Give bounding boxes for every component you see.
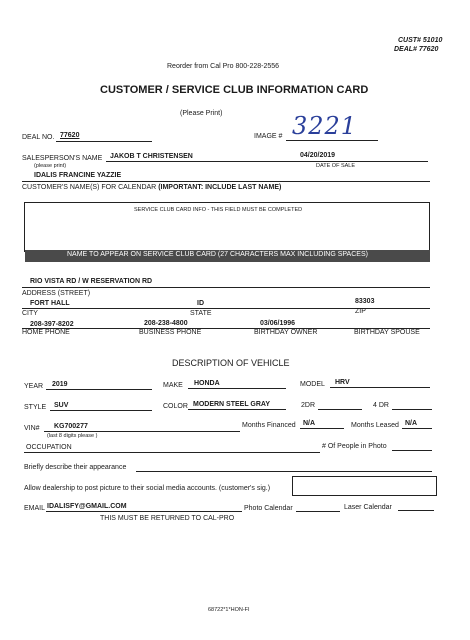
months-leased-line bbox=[402, 428, 432, 429]
zip-label: ZIP bbox=[355, 308, 366, 315]
months-financed-line bbox=[300, 428, 344, 429]
service-club-banner-text: NAME TO APPEAR ON SERVICE CLUB CARD (27 CHARACTERS MAX INCLUDING SPACES) bbox=[67, 251, 368, 258]
style-label: STYLE bbox=[24, 404, 47, 411]
street-label: ADDRESS (STREET) bbox=[22, 290, 91, 297]
make-value: HONDA bbox=[194, 380, 220, 387]
two-door-line bbox=[318, 409, 362, 410]
business-phone-label: BUSINESS PHONE bbox=[139, 329, 202, 336]
year-label: YEAR bbox=[24, 383, 44, 390]
two-door-label: 2DR bbox=[301, 402, 316, 409]
color-label: COLOR bbox=[163, 403, 188, 410]
vin-note: (last 8 digits please ) bbox=[47, 433, 98, 439]
months-leased-label: Months Leased bbox=[351, 422, 399, 429]
salesperson-label: SALESPERSON'S NAME bbox=[22, 155, 103, 162]
style-value: SUV bbox=[54, 402, 69, 409]
laser-calendar-label: Laser Calendar bbox=[344, 504, 392, 511]
city-label: CITY bbox=[22, 310, 38, 317]
make-line bbox=[188, 388, 286, 389]
date-of-sale-value: 04/20/2019 bbox=[300, 152, 336, 159]
model-label: MODEL bbox=[300, 381, 325, 388]
deal-no-line bbox=[56, 141, 152, 142]
date-of-sale-label: DATE OF SALE bbox=[316, 163, 356, 169]
people-in-photo-label: # Of People in Photo bbox=[322, 443, 387, 450]
birthday-owner-value: 03/06/1996 bbox=[260, 320, 296, 327]
street-line bbox=[22, 287, 430, 288]
year-value: 2019 bbox=[52, 381, 68, 388]
zip-value: 83303 bbox=[355, 298, 375, 305]
customer-name-line bbox=[22, 181, 430, 182]
email-value: IDALISFY@GMAIL.COM bbox=[47, 503, 127, 510]
vin-value: KG700277 bbox=[54, 423, 88, 430]
vin-line bbox=[44, 431, 240, 432]
four-door-line bbox=[392, 409, 432, 410]
customer-name-value: IDALIS FRANCINE YAZZIE bbox=[34, 172, 122, 179]
appearance-label: Briefly describe their appearance bbox=[24, 464, 127, 471]
email-label: EMAIL bbox=[24, 505, 46, 512]
city-value: FORT HALL bbox=[30, 300, 70, 307]
birthday-owner-label: BIRTHDAY OWNER bbox=[254, 329, 318, 336]
form-code: 68722*1*HON-FI bbox=[208, 607, 250, 613]
occupation-label: OCCUPATION bbox=[26, 444, 72, 451]
months-leased-value: N/A bbox=[405, 420, 418, 427]
service-club-info: SERVICE CLUB CARD INFO - THIS FIELD MUST BE COMPLETED bbox=[134, 207, 303, 213]
color-value: MODERN STEEL GRAY bbox=[193, 401, 271, 408]
occupation-line bbox=[24, 452, 320, 453]
style-line bbox=[50, 410, 152, 411]
business-phone-value: 208-238-4800 bbox=[144, 320, 188, 327]
home-phone-label: HOME PHONE bbox=[22, 329, 70, 336]
image-number-handwritten: 3221 bbox=[292, 112, 358, 140]
social-media-label: Allow dealership to post picture to their social media accounts. (customer's sig.) bbox=[24, 485, 271, 492]
year-line bbox=[46, 389, 152, 390]
city-line bbox=[22, 308, 430, 309]
people-in-photo-line bbox=[392, 450, 432, 451]
color-line bbox=[188, 409, 286, 410]
customer-name-label: CUSTOMER'S NAME(S) FOR CALENDAR (IMPORTANT: INCLUDE LAST NAME) bbox=[22, 184, 282, 191]
cust-number: CUST# 51010 bbox=[398, 37, 443, 44]
deal-no-label: DEAL NO. bbox=[22, 134, 55, 141]
service-club-banner bbox=[25, 250, 430, 262]
image-label: IMAGE # bbox=[254, 133, 283, 140]
state-value: ID bbox=[197, 300, 204, 307]
please-print: (Please Print) bbox=[180, 110, 223, 117]
birthday-spouse-label: BIRTHDAY SPOUSE bbox=[354, 329, 420, 336]
appearance-line bbox=[136, 471, 432, 472]
salesperson-line bbox=[106, 161, 428, 162]
four-door-label: 4 DR bbox=[373, 402, 389, 409]
salesperson-value: JAKOB T CHRISTENSEN bbox=[110, 153, 193, 160]
image-line bbox=[286, 140, 378, 141]
salesperson-please-print: (please print) bbox=[34, 163, 67, 169]
months-financed-label: Months Financed bbox=[242, 422, 296, 429]
street-value: RIO VISTA RD / W RESERVATION RD bbox=[30, 278, 153, 285]
return-note: THIS MUST BE RETURNED TO CAL-PRO bbox=[100, 515, 235, 522]
home-phone-value: 208-397-8202 bbox=[30, 321, 74, 328]
model-line bbox=[330, 387, 430, 388]
deal-no-value: 77620 bbox=[60, 132, 80, 139]
form-title: CUSTOMER / SERVICE CLUB INFORMATION CARD bbox=[100, 84, 369, 96]
photo-calendar-label: Photo Calendar bbox=[244, 505, 293, 512]
deal-number: DEAL# 77620 bbox=[394, 46, 439, 53]
make-label: MAKE bbox=[163, 382, 183, 389]
vin-label: VIN# bbox=[24, 425, 40, 432]
customer-signature-box bbox=[292, 476, 437, 496]
vehicle-section-title: DESCRIPTION OF VEHICLE bbox=[172, 358, 290, 368]
photo-calendar-line bbox=[296, 511, 340, 512]
reorder-text: Reorder from Cal Pro 800-228-2556 bbox=[167, 63, 280, 70]
laser-calendar-line bbox=[398, 510, 434, 511]
model-value: HRV bbox=[335, 379, 350, 386]
state-label: STATE bbox=[190, 310, 212, 317]
months-financed-value: N/A bbox=[303, 420, 316, 427]
email-line bbox=[46, 511, 242, 512]
